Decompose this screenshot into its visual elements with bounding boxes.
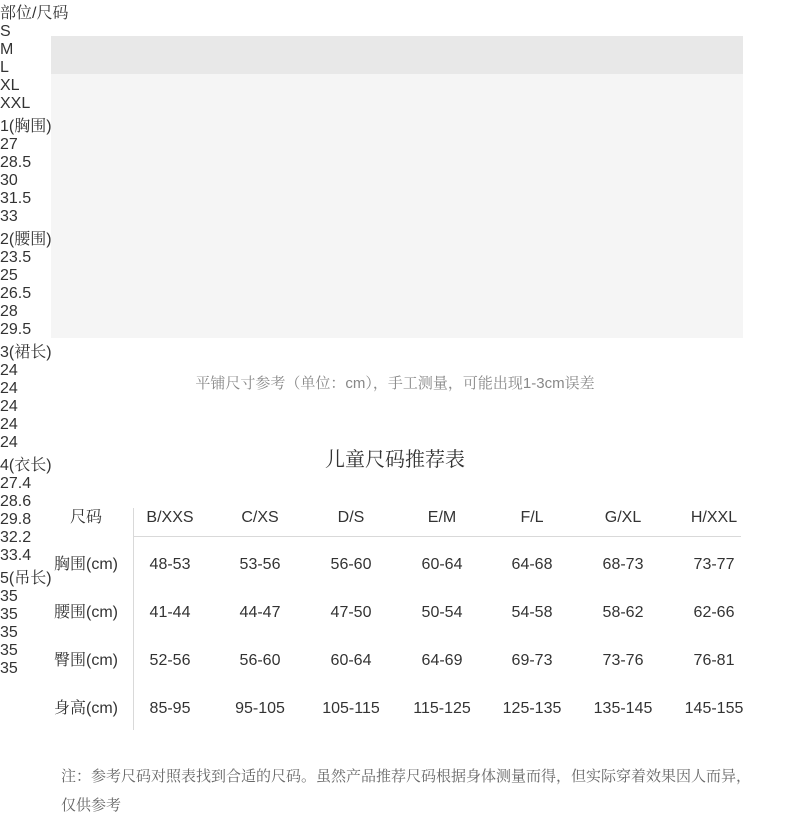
table-cell: 54-58 [511,604,553,621]
table-cell: 27.4 [0,475,32,492]
header-cell: G/XL [604,509,642,526]
table-cell: 25 [0,267,18,284]
table-cell: 35 [0,588,18,605]
header-cell: C/XS [241,509,279,526]
table-cell: 24 [0,416,18,433]
table-cell: 33 [0,208,18,225]
row-label: 4(衣长) [0,457,52,474]
table-cell: 53-56 [239,556,281,573]
table-cell: 27 [0,136,18,153]
table-cell: 48-53 [149,556,191,573]
header-cell: S [0,23,11,40]
table-cell: 73-76 [602,652,644,669]
flat-size-note: 平铺尺寸参考（单位：cm），手工测量，可能出现1-3cm误差 [195,375,595,392]
table-cell: 35 [0,642,18,659]
kids-table-header-divider [133,536,741,537]
header-cell: F/L [520,509,544,526]
row-label: 身高(cm) [54,700,118,717]
table-cell: 64-68 [511,556,553,573]
table-cell: 29.5 [0,321,32,338]
table-cell: 28.6 [0,493,32,510]
table-cell: 32.2 [0,529,32,546]
table-cell: 73-77 [693,556,735,573]
table-cell: 26.5 [0,285,32,302]
header-cell: M [0,41,14,58]
table-cell: 24 [0,362,18,379]
table-cell: 60-64 [330,652,372,669]
header-cell: XXL [0,95,31,112]
table-cell: 125-135 [502,700,562,717]
table-cell: 85-95 [149,700,191,717]
table-cell: 28 [0,303,18,320]
header-cell: D/S [337,509,365,526]
table-cell: 62-66 [693,604,735,621]
table-cell: 31.5 [0,190,32,207]
table-cell: 95-105 [235,700,285,717]
table-cell: 145-155 [684,700,744,717]
kids-size-table-title: 儿童尺码推荐表 [325,449,465,471]
table-cell: 105-115 [322,700,380,717]
table-cell: 24 [0,380,18,397]
table-cell: 56-60 [239,652,281,669]
table-cell: 56-60 [330,556,372,573]
table-cell: 29.8 [0,511,32,528]
table-cell: 33.4 [0,547,32,564]
row-label: 3(裙长) [0,344,52,361]
flat-size-table-header [51,36,743,74]
table-cell: 24 [0,398,18,415]
table-cell: 76-81 [693,652,735,669]
header-cell: XL [0,77,20,94]
table-cell: 115-125 [413,700,471,717]
table-cell: 44-47 [239,604,281,621]
row-label: 腰围(cm) [54,604,118,621]
kids-table-vertical-divider [133,508,134,730]
table-cell: 60-64 [421,556,463,573]
table-cell: 24 [0,434,18,451]
table-cell: 68-73 [602,556,644,573]
row-label: 胸围(cm) [54,556,118,573]
header-cell: H/XXL [690,509,738,526]
header-cell: L [0,59,9,76]
table-cell: 64-69 [421,652,463,669]
flat-size-table [51,36,743,338]
table-cell: 47-50 [330,604,372,621]
table-cell: 41-44 [149,604,191,621]
table-cell: 35 [0,606,18,623]
row-label: 5(吊长) [0,570,52,587]
table-cell: 35 [0,624,18,641]
table-cell: 23.5 [0,249,32,266]
flat-size-table-cells [0,0,68,678]
header-cell: 尺码 [69,509,103,526]
header-cell: 部位/尺码 [0,5,69,22]
table-cell: 50-54 [421,604,463,621]
row-label: 1(胸围) [0,118,52,135]
table-cell: 69-73 [511,652,553,669]
table-cell: 52-56 [149,652,191,669]
table-cell: 58-62 [602,604,644,621]
header-cell: B/XXS [146,509,194,526]
row-label: 2(腰围) [0,231,52,248]
table-cell: 30 [0,172,18,189]
header-cell: E/M [427,509,457,526]
table-cell: 28.5 [0,154,32,171]
row-label: 臀围(cm) [54,652,118,669]
kids-size-note: 注：参考尺码对照表找到合适的尺码。虽然产品推荐尺码根据身体测量而得，但实际穿着效果因人而异，仅供参考 [61,768,752,814]
table-cell: 35 [0,660,18,677]
table-cell: 135-145 [593,700,653,717]
